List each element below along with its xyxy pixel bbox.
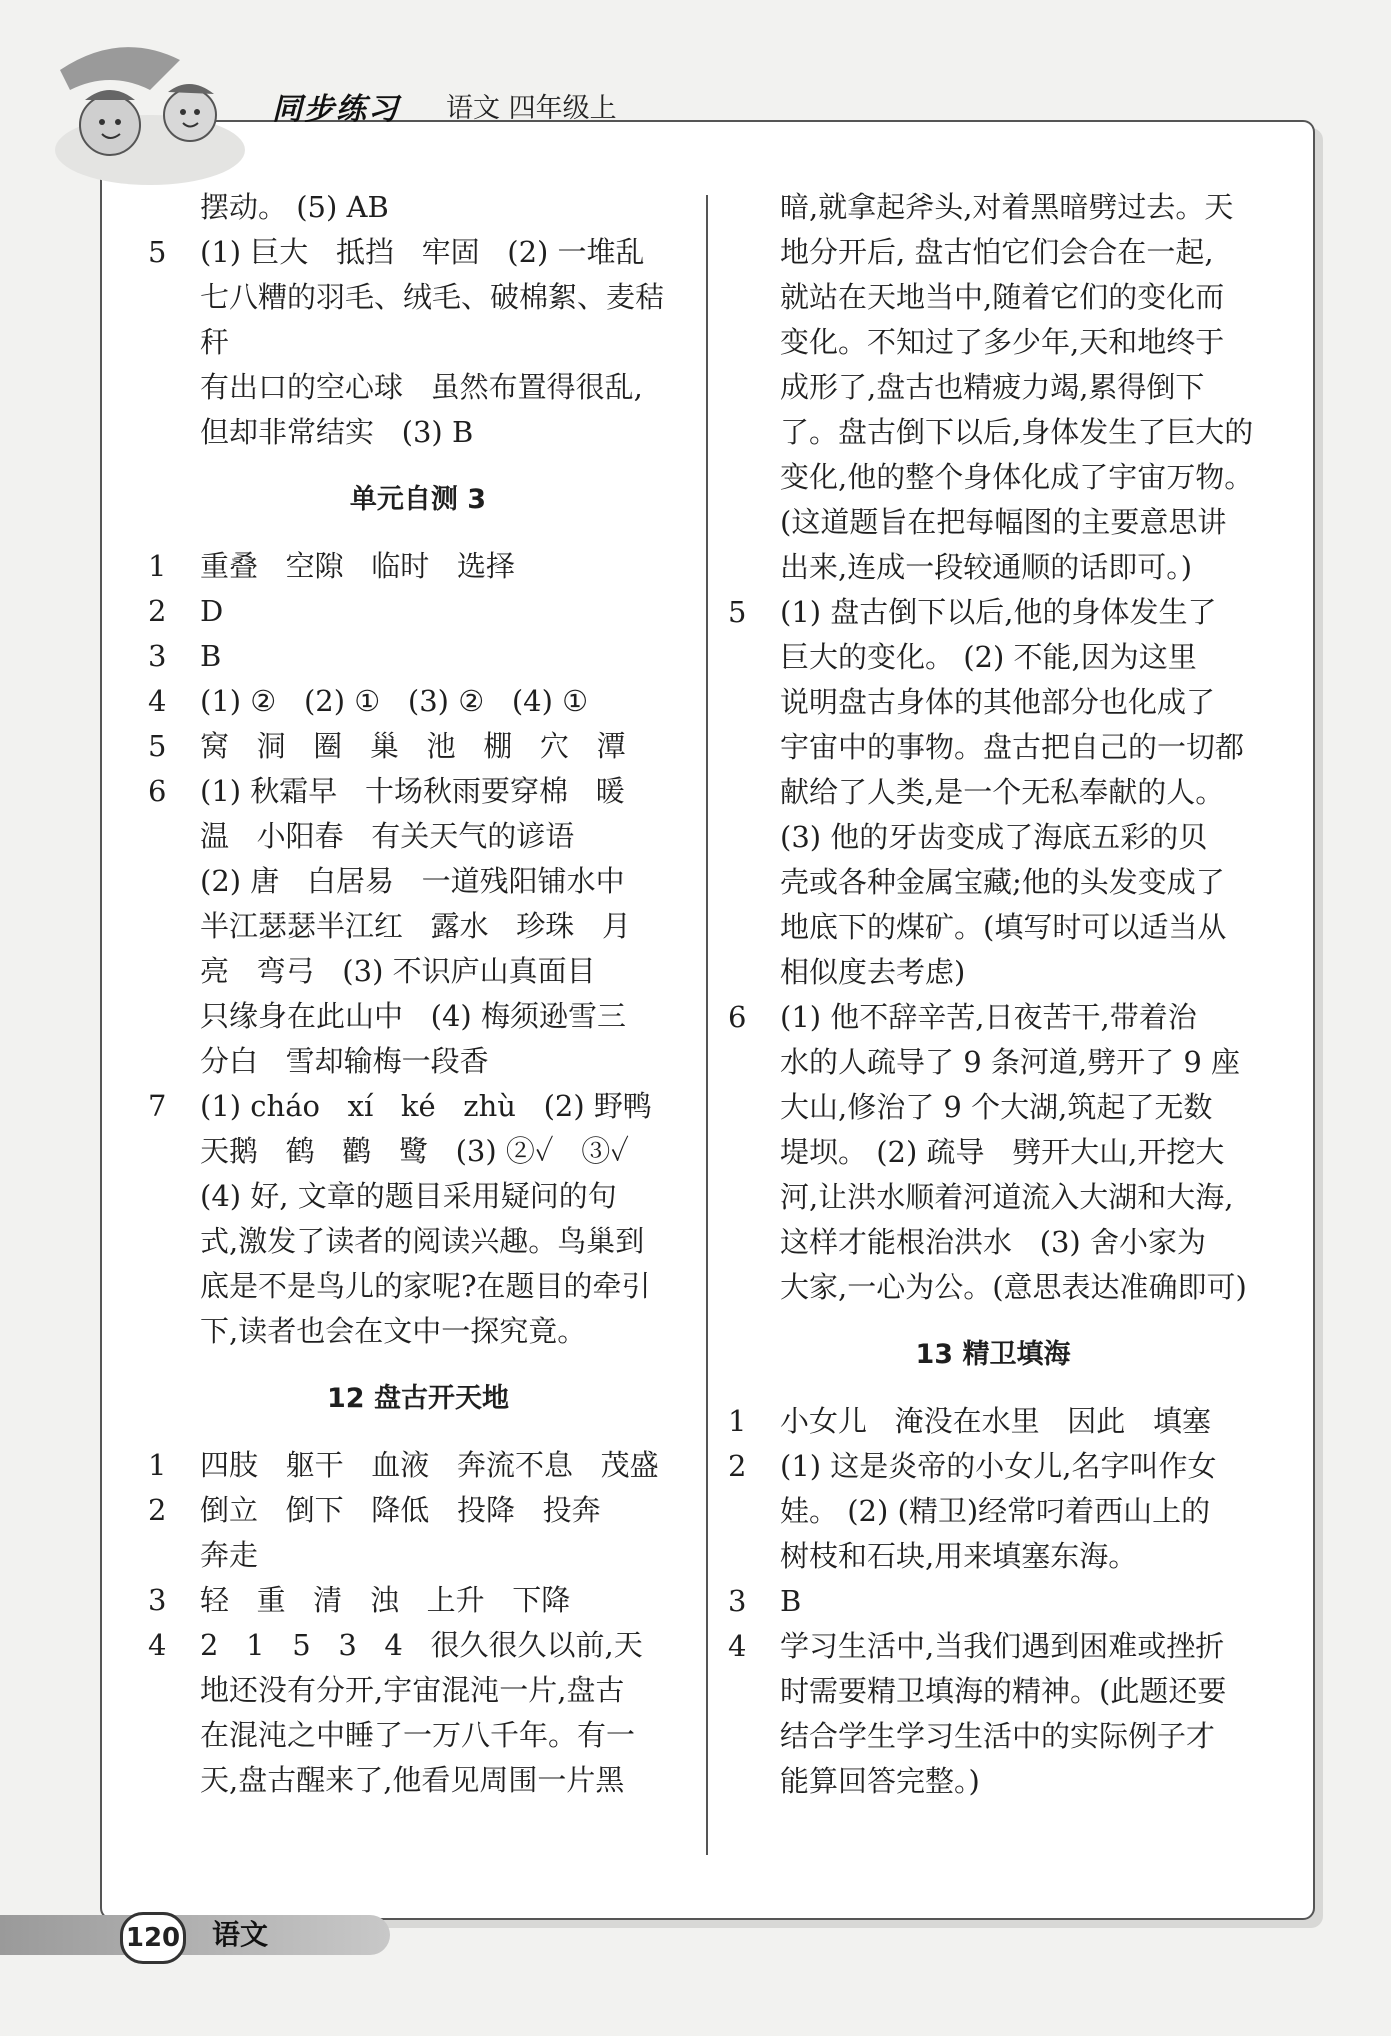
answer-item xyxy=(148,1488,688,1578)
answer-line: (1) ② (2) ① (3) ② (4) ① xyxy=(200,684,589,718)
answer-line: 奔走 xyxy=(200,1538,259,1572)
question-number: 1 xyxy=(148,549,167,583)
answer-item xyxy=(728,1579,1258,1624)
answer-item xyxy=(148,230,688,455)
answer-item xyxy=(148,1623,688,1803)
answer-line: 说明盘古身体的其他部分也化成了 xyxy=(780,685,1216,719)
answer-line: 四肢 躯干 血液 奔流不息 茂盛 xyxy=(200,1448,659,1482)
answer-line: 结合学生学习生活中的实际例子才 xyxy=(780,1719,1216,1753)
answer-line: 有出口的空心球 虽然布置得很乱, xyxy=(200,370,643,404)
answer-line: 大家,一心为公。(意思表达准确即可) xyxy=(780,1270,1247,1304)
answer-line: (1) 巨大 抵挡 牢固 (2) 一堆乱 xyxy=(200,235,645,269)
answer-line: (1) 秋霜早 十场秋雨要穿棉 暖 xyxy=(200,774,625,808)
answer-line: 成形了,盘古也精疲力竭,累得倒下 xyxy=(780,370,1205,404)
question-number: 5 xyxy=(148,729,167,763)
answer-line: 大山,修治了 9 个大湖,筑起了无数 xyxy=(780,1090,1213,1124)
question-number: 4 xyxy=(148,684,167,718)
answer-line: 小女儿 淹没在水里 因此 填塞 xyxy=(780,1404,1211,1438)
footer-subject-label: 语文 xyxy=(212,1918,269,1951)
answer-line: 变化,他的整个身体化成了宇宙万物。 xyxy=(780,460,1254,494)
answer-item xyxy=(148,1578,688,1623)
column-divider xyxy=(706,195,708,1855)
answer-line: 壳或各种金属宝藏;他的头发变成了 xyxy=(780,865,1225,899)
answer-line: 这样才能根治洪水 (3) 舍小家为 xyxy=(780,1225,1206,1259)
answer-line: 暗,就拿起斧头,对着黑暗劈过去。天 xyxy=(780,190,1234,224)
book-title: 同步练习 xyxy=(272,92,400,127)
answer-line: 只缘身在此山中 (4) 梅须逊雪三 xyxy=(200,999,626,1033)
answer-line: 重叠 空隙 临时 选择 xyxy=(200,549,515,583)
answer-item xyxy=(728,995,1258,1310)
answer-line: (4) 好, 文章的题目采用疑问的句 xyxy=(200,1179,617,1213)
question-number: 2 xyxy=(148,1493,167,1527)
question-number: 7 xyxy=(148,1089,167,1123)
answer-line: 献给了人类,是一个无私奉献的人。 xyxy=(780,775,1225,809)
answer-line: 底是不是鸟儿的家呢?在题目的牵引 xyxy=(200,1269,651,1303)
answer-line: 下,读者也会在文中一探究竟。 xyxy=(200,1314,587,1348)
answer-item xyxy=(148,1084,688,1354)
answer-line: 半江瑟瑟半江红 露水 珍珠 月 xyxy=(200,909,631,943)
answer-line: 河,让洪水顺着河道流入大湖和大海, xyxy=(780,1180,1234,1214)
answer-line: 堤坝。 (2) 疏导 劈开大山,开挖大 xyxy=(780,1135,1225,1169)
answer-line: 但却非常结实 (3) B xyxy=(200,415,474,449)
answer-line: 水的人疏导了 9 条河道,劈开了 9 座 xyxy=(780,1045,1240,1079)
question-number xyxy=(728,185,780,230)
section-heading: 12 盘古开天地 xyxy=(327,1383,509,1414)
question-number: 2 xyxy=(148,594,167,628)
answer-line: 天,盘古醒来了,他看见周围一片黑 xyxy=(200,1763,625,1797)
answer-line: 出来,连成一段较通顺的话即可。) xyxy=(780,550,1193,584)
answer-item xyxy=(148,589,688,634)
answer-line: 能算回答完整。) xyxy=(780,1764,980,1798)
answer-line: 时需要精卫填海的精神。(此题还要 xyxy=(780,1674,1227,1708)
answer-line: (1) 这是炎帝的小女儿,名字叫作女 xyxy=(780,1449,1217,1483)
question-number: 3 xyxy=(148,1583,167,1617)
answer-line: 娃。 (2) (精卫)经常叼着西山上的 xyxy=(780,1494,1211,1528)
answer-line: 轻 重 清 浊 上升 下降 xyxy=(200,1583,571,1617)
answer-item xyxy=(148,185,688,230)
section-heading: 单元自测 3 xyxy=(349,484,487,515)
answer-item xyxy=(148,634,688,679)
answer-line: 摆动。 (5) AB xyxy=(200,190,389,224)
question-number: 1 xyxy=(728,1404,747,1438)
answer-item xyxy=(148,769,688,1084)
answer-line: (这道题旨在把每幅图的主要意思讲 xyxy=(780,505,1227,539)
answer-item xyxy=(728,185,1258,590)
answer-line: (1) cháo xí ké zhù (2) 野鸭 xyxy=(200,1089,652,1123)
answer-line: 在混沌之中睡了一万八千年。有一 xyxy=(200,1718,636,1752)
subject-grade: 语文 四年级上 xyxy=(446,93,617,124)
answer-line: 相似度去考虑) xyxy=(780,955,966,989)
question-number: 4 xyxy=(728,1629,747,1663)
page-number: 120 xyxy=(120,1912,186,1964)
answer-item xyxy=(728,1399,1258,1444)
answer-line: (2) 唐 白居易 一道残阳铺水中 xyxy=(200,864,625,898)
answer-line: 亮 弯弓 (3) 不识庐山真面目 xyxy=(200,954,596,988)
answer-line: 就站在天地当中,随着它们的变化而 xyxy=(780,280,1225,314)
footer-bar xyxy=(0,1915,390,1955)
question-number: 5 xyxy=(728,595,747,629)
answer-item xyxy=(728,1444,1258,1579)
question-number: 4 xyxy=(148,1628,167,1662)
answer-line: (1) 他不辞辛苦,日夜苦干,带着治 xyxy=(780,1000,1197,1034)
answer-line: 分白 雪却输梅一段香 xyxy=(200,1044,489,1078)
answer-line: 倒立 倒下 降低 投降 投奔 xyxy=(200,1493,601,1527)
answer-line: (3) 他的牙齿变成了海底五彩的贝 xyxy=(780,820,1208,854)
answer-line: 巨大的变化。 (2) 不能,因为这里 xyxy=(780,640,1197,674)
answer-line: 温 小阳春 有关天气的谚语 xyxy=(200,819,575,853)
answer-line: 地分开后, 盘古怕它们会合在一起, xyxy=(780,235,1214,269)
question-number: 6 xyxy=(728,1000,747,1034)
mascot-illustration-icon xyxy=(30,30,270,190)
right-column xyxy=(728,185,1258,1804)
question-number: 5 xyxy=(148,235,167,269)
answer-line: 式,激发了读者的阅读兴趣。鸟巢到 xyxy=(200,1224,645,1258)
answer-line: D xyxy=(200,594,224,628)
question-number xyxy=(148,185,200,230)
answer-item xyxy=(148,544,688,589)
answer-line: 地底下的煤矿。(填写时可以适当从 xyxy=(780,910,1227,944)
question-number: 2 xyxy=(728,1449,747,1483)
answer-line: 树枝和石块,用来填塞东海。 xyxy=(780,1539,1138,1573)
question-number: 3 xyxy=(728,1584,747,1618)
answer-line: 2 1 5 3 4 很久很久以前,天 xyxy=(200,1628,643,1662)
section-heading: 13 精卫填海 xyxy=(915,1339,1071,1370)
question-number: 3 xyxy=(148,639,167,673)
answer-item xyxy=(728,1624,1258,1804)
answer-line: 天鹅 鹤 鹳 鹭 (3) ②✓ ③✓ xyxy=(200,1134,629,1168)
answer-line: B xyxy=(200,639,222,673)
answer-item xyxy=(148,1443,688,1488)
answer-line: 地还没有分开,宇宙混沌一片,盘古 xyxy=(200,1673,625,1707)
answer-line: B xyxy=(780,1584,802,1618)
answer-line: 学习生活中,当我们遇到困难或挫折 xyxy=(780,1629,1225,1663)
page-header xyxy=(0,0,1391,170)
question-number: 1 xyxy=(148,1448,167,1482)
answer-line: 变化。不知过了多少年,天和地终于 xyxy=(780,325,1225,359)
left-column xyxy=(148,185,688,1803)
answer-line: 了。盘古倒下以后,身体发生了巨大的 xyxy=(780,415,1254,449)
answer-item xyxy=(148,724,688,769)
answer-line: (1) 盘古倒下以后,他的身体发生了 xyxy=(780,595,1217,629)
answer-item xyxy=(728,590,1258,995)
question-number: 6 xyxy=(148,774,167,808)
answer-line: 七八糟的羽毛、绒毛、破棉絮、麦秸秆 xyxy=(200,280,665,359)
answer-line: 宇宙中的事物。盘古把自己的一切都 xyxy=(780,730,1245,764)
answer-line: 窝 洞 圈 巢 池 棚 穴 潭 xyxy=(200,729,626,763)
answer-item xyxy=(148,679,688,724)
